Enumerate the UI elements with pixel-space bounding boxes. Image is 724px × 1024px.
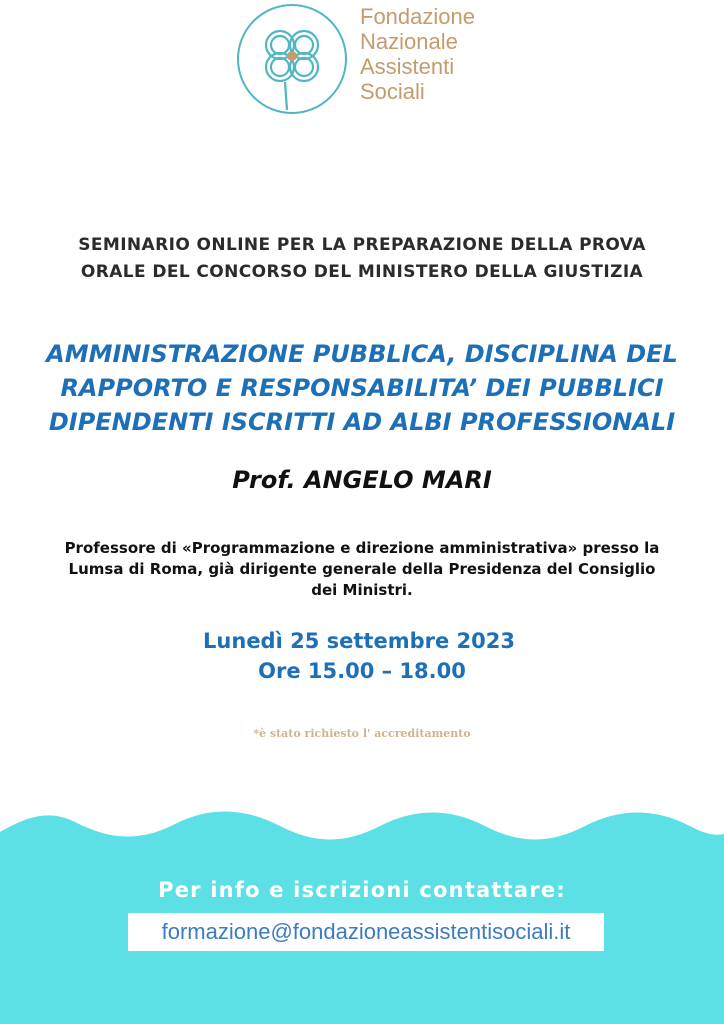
- seminar-line: ORALE DEL CONCORSO DEL MINISTERO DELLA GIUSTIZIA: [80, 262, 644, 282]
- logo-line: Sociali: [360, 79, 425, 104]
- event-date: Lunedì 25 settembre 2023: [203, 629, 515, 653]
- wave-background: [0, 790, 724, 1024]
- logo-line: Assistenti: [360, 54, 455, 79]
- foundation-name: [360, 4, 475, 104]
- title-line: RAPPORTO E RESPONSABILITA’ DEI PUBBLICI: [60, 374, 664, 402]
- celtic-knot-icon: [235, 2, 350, 117]
- bio-line: Lumsa di Roma, già dirigente generale della Presidenza del Consiglio: [68, 560, 656, 578]
- speaker-bio: [0, 538, 724, 601]
- seminar-title: [0, 337, 724, 439]
- foundation-logo: [235, 2, 485, 120]
- title-line: AMMINISTRAZIONE PUBBLICA, DISCIPLINA DEL: [46, 340, 678, 368]
- logo-line: Fondazione: [360, 4, 475, 29]
- bio-line: dei Ministri.: [311, 581, 413, 599]
- seminar-heading: [0, 232, 724, 286]
- logo-line: Nazionale: [360, 29, 458, 54]
- accreditation-note: *è stato richiesto l' accreditamento: [253, 727, 471, 740]
- contact-label: Per info e iscrizioni contattare:: [158, 878, 566, 902]
- bio-line: Professore di «Programmazione e direzione amministrativa» presso la: [64, 539, 660, 557]
- speaker-name: Prof. ANGELO MARI: [232, 466, 492, 494]
- title-line: DIPENDENTI ISCRITTI AD ALBI PROFESSIONALI: [48, 408, 676, 436]
- contact-email-link[interactable]: formazione@fondazioneassistentisociali.it: [128, 913, 604, 951]
- event-time: Ore 15.00 – 18.00: [258, 659, 466, 683]
- seminar-line: SEMINARIO ONLINE PER LA PREPARAZIONE DELLA PROVA: [78, 235, 646, 255]
